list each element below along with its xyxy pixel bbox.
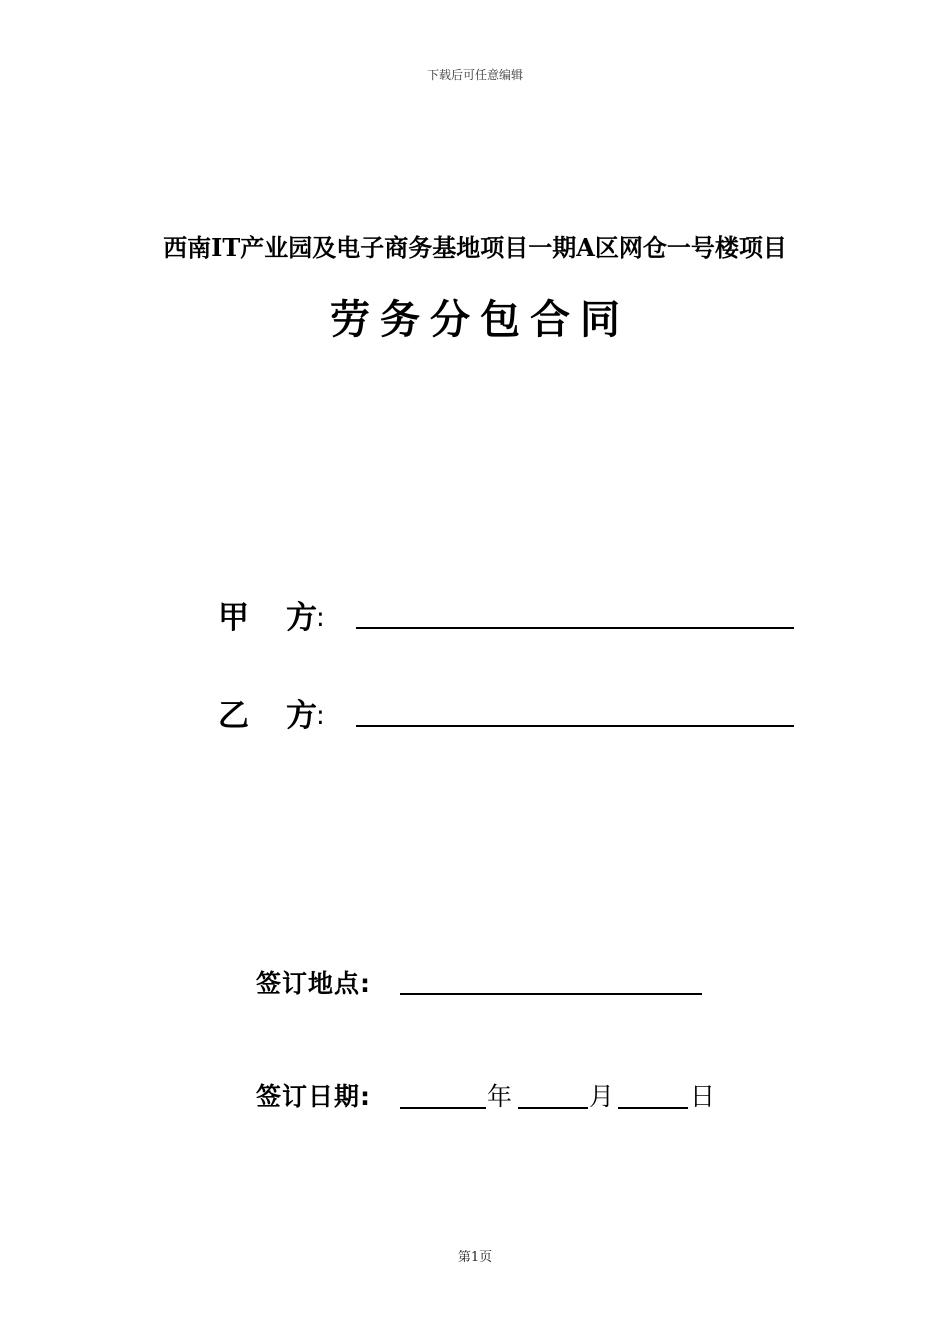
party-a-row (218, 598, 798, 642)
signing-month-blank-line[interactable] (518, 1107, 588, 1109)
year-unit: 年 (487, 1082, 513, 1111)
page-number: 第1页 (457, 1250, 493, 1265)
party-a-blank-line[interactable] (356, 627, 794, 629)
party-b-colon: : (316, 701, 325, 731)
party-b-char1: 乙 (218, 698, 249, 734)
signing-year-blank-line[interactable] (400, 1107, 486, 1109)
month-unit: 月 (589, 1082, 615, 1111)
signing-place-row (256, 966, 716, 1006)
signing-date-row (256, 1079, 726, 1119)
party-a-char1: 甲 (218, 600, 249, 636)
party-a-colon: : (316, 603, 325, 633)
project-title: 西南IT产业园及电子商务基地项目一期A区网仓一号楼项目 (163, 233, 787, 262)
document-title: 劳务分包合同 (330, 296, 630, 343)
party-b-row (218, 696, 798, 740)
party-b-char2: 方 (286, 698, 317, 734)
day-unit: 日 (690, 1082, 716, 1111)
signing-place-label: 签订地点: (256, 969, 371, 998)
party-a-char2: 方 (286, 600, 317, 636)
header-note: 下载后可任意编辑 (426, 68, 523, 82)
signing-place-blank-line[interactable] (400, 993, 702, 995)
party-b-blank-line[interactable] (356, 725, 794, 727)
signing-date-label: 签订日期: (256, 1082, 371, 1111)
signing-day-blank-line[interactable] (618, 1107, 688, 1109)
